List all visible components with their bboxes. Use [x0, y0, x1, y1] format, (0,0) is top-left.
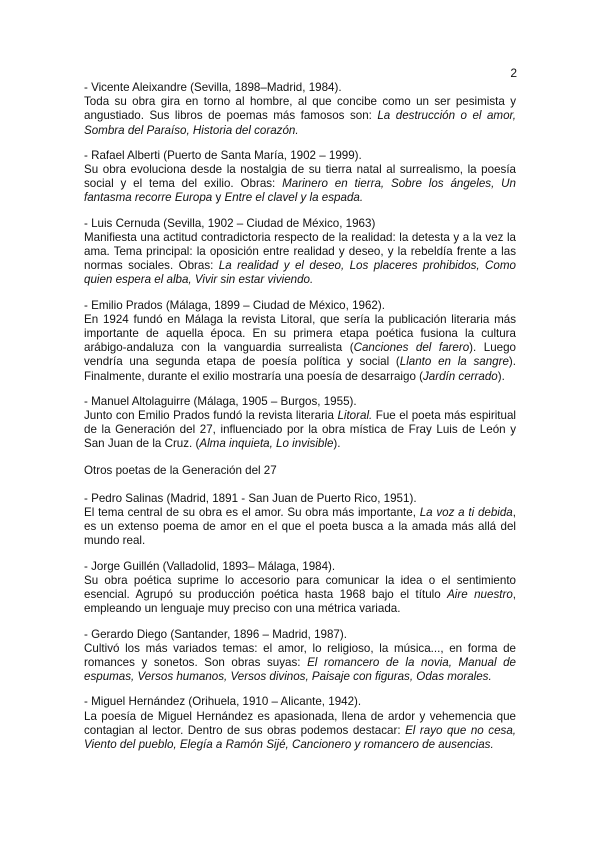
poet-list-main [84, 81, 516, 452]
description-text: El tema central de su obra es el amor. Su obra más importante, [84, 506, 420, 520]
description-text: , es un extenso poema de amor en el que el poeta busca a la amada más allá del mundo real. [84, 506, 516, 548]
description-text: Junto con Emilio Prados fundó la revista literaria [84, 409, 338, 423]
poet-description [84, 313, 516, 384]
poet-entry [84, 299, 516, 384]
description-text: Toda su obra gira en torno al hombre, al que concibe como un ser pesimista y angustiado. Sus libros de poemas más famosos son: [84, 95, 516, 123]
poet-heading: - Rafael Alberti (Puerto de Santa María, 1902 – 1999). [84, 148, 362, 162]
description-text: En 1924 fundó en Málaga la revista Litoral, que sería la publicación literaria más importante de aquella época. En su primera etapa poética fusiona la cultura arábigo-andaluza con la vanguardia surrealista ( [84, 312, 516, 355]
poet-description [84, 163, 516, 206]
work-titles: Llanto en la sangre [399, 355, 509, 369]
section-title: Otros poetas de la Generación del 27 [84, 463, 277, 477]
poet-entry [84, 81, 516, 138]
poet-description [84, 231, 516, 288]
description-text: ). [497, 369, 505, 383]
work-titles: Marinero en tierra, Sobre los ángeles, Un fantasma recorre Europa [84, 177, 516, 205]
poet-entry [84, 560, 516, 617]
poet-description [84, 642, 516, 685]
description-text: La poesía de Miguel Hernández es apasionada, llena de ardor y vehemencia que contagian al lector. Dentro de sus obras podemos destacar: [84, 709, 516, 737]
poet-heading: - Emilio Prados (Málaga, 1899 – Ciudad de México, 1962). [84, 298, 385, 312]
work-titles: La realidad y el deseo, Los placeres prohibidos, Como quien espera el alba, Vivir sin estar viviendo. [84, 259, 516, 287]
poet-heading: - Miguel Hernández (Orihuela, 1910 – Alicante, 1942). [84, 695, 362, 709]
poet-description [84, 409, 516, 452]
work-titles: Aire nuestro [447, 588, 513, 602]
poet-entry [84, 695, 516, 752]
work-titles: El rayo que no cesa, Viento del pueblo, Elegía a Ramón Sijé, Cancionero y romancero de ausencias. [84, 723, 516, 751]
poet-entry [84, 149, 516, 206]
page-number: 2 [510, 66, 517, 80]
description-text: Cultivó los más variados temas: el amor, lo religioso, la música..., en forma de romances y sonetos. Son obras suyas: [84, 641, 516, 669]
poet-description [84, 574, 516, 617]
description-text: ). [333, 437, 341, 451]
work-titles: La destrucción o el amor, Sombra del Paraíso, Historia del corazón. [84, 109, 516, 137]
description-text: Fue el poeta más espiritual de la Generación del 27, influenciado por la obra mística de Fray Luis de León y San Juan de la Cruz. ( [84, 409, 516, 451]
poet-heading: - Pedro Salinas (Madrid, 1891 - San Juan de Puerto Rico, 1951). [84, 491, 417, 505]
poet-heading: - Gerardo Diego (Santander, 1896 – Madrid, 1987). [84, 627, 347, 641]
poet-entry [84, 628, 516, 685]
description-text: ). Finalmente, durante el exilio mostraría una poesía de desarraigo ( [84, 355, 516, 383]
work-titles: La voz a ti debida [419, 506, 513, 520]
poet-heading: - Luis Cernuda (Sevilla, 1902 – Ciudad de México, 1963) [84, 216, 376, 230]
description-text: Su obra evoluciona desde la nostalgia de su tierra natal al surrealismo, la poesía social y el tema del exilio. Obras: [84, 163, 516, 191]
poet-description [84, 506, 516, 549]
description-text: Manifiesta una actitud contradictoria respecto de la realidad: la detesta y a la vez la ama. Tema principal: la oposición entre realidad y deseo, y la rebeldía frente a las normas sociales. Obras: [84, 230, 516, 273]
poet-entry [84, 492, 516, 549]
poet-entry [84, 217, 516, 288]
work-titles: El romancero de la novia, Manual de espumas, Versos humanos, Versos divinos, Paisaje con figuras, Odas morales. [84, 655, 516, 684]
poet-description [84, 95, 516, 138]
description-text: Su obra poética suprime lo accesorio para comunicar la idea o el sentimiento esencial. Agrupó su producción poética hasta 1968 bajo el título [84, 573, 516, 602]
poet-entry [84, 395, 516, 452]
work-titles: Litoral. [337, 409, 373, 423]
poet-heading: - Manuel Altolaguirre (Málaga, 1905 – Burgos, 1955). [84, 394, 357, 408]
description-text: ). Luego vendría una segunda etapa de poesía política y social ( [84, 341, 517, 369]
poet-heading: - Jorge Guillén (Valladolid, 1893– Málaga, 1984). [84, 559, 336, 573]
document-body [84, 81, 516, 763]
work-titles: Canciones del farero [353, 341, 470, 355]
work-titles: Entre el clavel y la espada. [224, 191, 364, 205]
work-titles: Alma inquieta, Lo invisible [199, 437, 334, 451]
poet-list-others [84, 492, 516, 752]
poet-heading: - Vicente Aleixandre (Sevilla, 1898–Madrid, 1984). [84, 81, 342, 94]
description-text: y [212, 191, 225, 205]
poet-description [84, 710, 516, 753]
work-titles: Jardín cerrado [422, 369, 498, 383]
description-text: , empleando un lenguaje muy preciso con una métrica variada. [84, 588, 516, 616]
